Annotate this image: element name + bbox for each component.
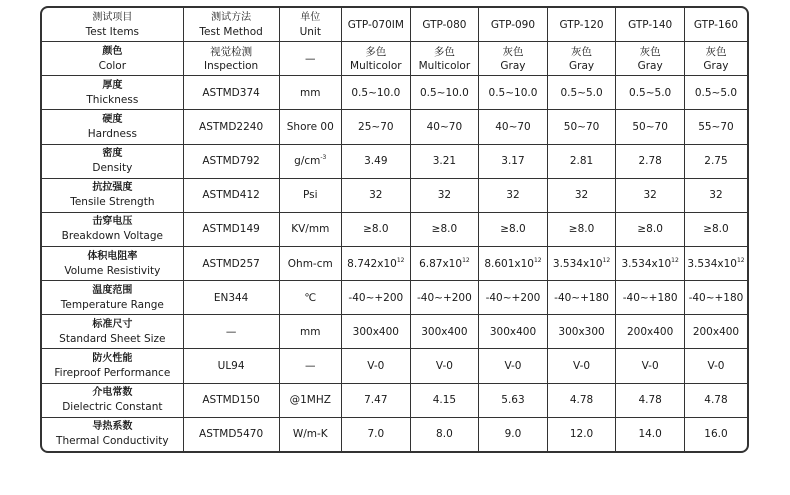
test-item-cn: 防火性能 [92,353,133,365]
value-cell: 32 [410,178,479,212]
unit-cell: — [279,42,342,76]
value-cell: 0.5~5.0 [616,76,685,110]
value-cell: 55~70 [684,110,747,144]
header-product: GTP-090 [479,8,548,42]
unit-cell: mm [279,76,342,110]
test-item-cn: 颜色 [102,45,123,57]
value-cell: V-0 [547,349,616,383]
value-cell: 0.5~10.0 [410,76,479,110]
test-method-cell: ASTMD257 [183,247,279,281]
header-unit-en: Unit [299,25,321,38]
test-item-cell [42,110,183,144]
test-method-cell: — [183,315,279,349]
value-cell: 3.17 [479,144,548,178]
header-items-en: Test Items [85,25,140,38]
value-cell: 300x400 [479,315,548,349]
header-product: GTP-140 [616,8,685,42]
value-base: 3.534x10 [621,257,672,270]
test-item-cell [42,144,183,178]
test-item-cn: 厚度 [102,79,123,91]
value-en: Multicolor [350,59,402,72]
value-cell: 0.5~10.0 [479,76,548,110]
test-item-cn: 密度 [102,148,123,160]
value-en: Gray [500,59,526,72]
test-method-en: Inspection [203,59,259,72]
test-item-en: Color [98,59,127,72]
value-cell: 5.63 [479,383,548,417]
value-cell: -40~+180 [547,281,616,315]
value-cn: 多色 [433,45,455,58]
value-cell: V-0 [684,349,747,383]
test-method-cn: 视觉检测 [210,45,253,58]
value-cell: 2.81 [547,144,616,178]
value-cell: V-0 [410,349,479,383]
test-item-cell [42,178,183,212]
value-cell: 0.5~10.0 [342,76,411,110]
value-cell [479,247,548,281]
unit-cell: Shore 00 [279,110,342,144]
value-cn: 多色 [365,45,387,58]
value-cell [547,42,616,76]
value-en: Gray [637,59,663,72]
test-item-cell [42,247,183,281]
table-row [42,349,747,383]
value-exponent: 12 [671,256,679,264]
header-unit [279,8,342,42]
value-cell: V-0 [342,349,411,383]
value-cell [616,42,685,76]
test-method-cell: UL94 [183,349,279,383]
value-cell: 40~70 [410,110,479,144]
table-row [42,417,747,451]
test-method-cell: ASTMD374 [183,76,279,110]
test-item-en: Standard Sheet Size [59,332,166,345]
header-test-items [42,8,183,42]
value-cn: 灰色 [705,45,727,58]
value-exponent: 12 [396,256,405,264]
value-base: 6.87x10 [419,257,463,270]
value-cn: 灰色 [502,45,524,58]
table-row [42,315,747,349]
value-cell: -40~+200 [479,281,548,315]
value-cell [616,247,685,281]
value-en: Gray [703,59,729,72]
value-exponent: 12 [533,256,542,264]
test-item-en: Temperature Range [60,298,164,311]
test-item-cn: 硬度 [102,113,123,125]
test-item-cell [42,383,183,417]
table-row [42,383,747,417]
unit-exponent: -3 [320,154,327,162]
unit-base: g/cm [294,155,321,168]
test-method-cell: ASTMD792 [183,144,279,178]
table-row [42,247,747,281]
test-item-en: Breakdown Voltage [61,230,163,243]
value-base: 8.742x10 [347,257,397,270]
test-item-cn: 击穿电压 [92,216,133,228]
test-item-en: Density [92,162,133,175]
value-cell: 2.78 [616,144,685,178]
header-product: GTP-120 [547,8,616,42]
test-method-cell: EN344 [183,281,279,315]
value-cell: V-0 [616,349,685,383]
test-item-cn: 导热系数 [92,421,133,433]
value-cell: 14.0 [616,417,685,451]
header-items-cn: 测试项目 [92,11,133,23]
test-method-cell: ASTMD412 [183,178,279,212]
value-cell: 12.0 [547,417,616,451]
test-item-cn: 抗拉强度 [92,182,133,194]
value-exponent: 12 [462,256,470,264]
table-row [42,178,747,212]
test-item-en: Volume Resistivity [64,264,161,277]
spec-table [42,8,747,451]
table-row [42,110,747,144]
value-cell: 3.49 [342,144,411,178]
unit-cell: ℃ [279,281,342,315]
value-cell: ≥8.0 [616,212,685,246]
value-exponent: 12 [602,256,611,264]
value-cell [410,247,479,281]
unit-cell: @1MHZ [279,383,342,417]
test-method-cell: ASTMD2240 [183,110,279,144]
test-item-cell [42,76,183,110]
value-cell: 9.0 [479,417,548,451]
value-cn: 灰色 [639,45,661,58]
test-item-en: Fireproof Performance [54,367,171,380]
header-method-cn: 测试方法 [211,11,252,23]
value-cell: -40~+200 [410,281,479,315]
table-row [42,281,747,315]
value-cell: ≥8.0 [479,212,548,246]
value-cell: 7.47 [342,383,411,417]
test-method-cell: ASTMD150 [183,383,279,417]
value-cell [684,247,747,281]
value-cell: 7.0 [342,417,411,451]
value-cell: ≥8.0 [342,212,411,246]
value-cell: ≥8.0 [547,212,616,246]
value-cell [479,42,548,76]
value-cell [684,42,747,76]
value-cell: 32 [684,178,747,212]
value-cell: 4.15 [410,383,479,417]
value-cell: 4.78 [547,383,616,417]
test-item-cn: 体积电阻率 [87,250,138,262]
value-cell: -40~+180 [684,281,747,315]
value-base: 3.534x10 [687,257,737,270]
unit-cell: Ohm-cm [279,247,342,281]
unit-cell: — [279,349,342,383]
value-cell: 4.78 [684,383,747,417]
value-cell: 50~70 [547,110,616,144]
unit-cell [279,144,342,178]
value-cell: 8.0 [410,417,479,451]
value-cell: ≥8.0 [684,212,747,246]
test-item-cn: 介电常数 [92,387,133,399]
value-cell [547,247,616,281]
test-item-cn: 温度范围 [92,284,133,296]
value-base: 8.601x10 [484,257,534,270]
header-unit-cn: 单位 [300,11,321,23]
spec-table-frame [40,6,749,453]
header-test-method [183,8,279,42]
unit-cell: KV/mm [279,212,342,246]
value-cn: 灰色 [571,45,593,58]
test-item-en: Thickness [86,93,139,106]
spec-table-body [42,8,747,451]
value-cell: 32 [479,178,548,212]
value-cell: 0.5~5.0 [547,76,616,110]
value-cell: 50~70 [616,110,685,144]
value-en: Multicolor [418,59,471,72]
header-method-en: Test Method [199,25,263,38]
value-cell: 0.5~5.0 [684,76,747,110]
value-cell: -40~+200 [342,281,411,315]
value-cell: 25~70 [342,110,411,144]
value-cell: 200x400 [616,315,685,349]
value-cell: 300x400 [342,315,411,349]
test-item-cell [42,417,183,451]
test-item-en: Thermal Conductivity [56,435,169,448]
unit-cell: Psi [279,178,342,212]
header-product: GTP-070IM [342,8,411,42]
test-item-cell [42,281,183,315]
unit-cell: W/m-K [279,417,342,451]
value-cell: 40~70 [479,110,548,144]
test-method-cell: ASTMD5470 [183,417,279,451]
value-cell: 32 [616,178,685,212]
value-cell: ≥8.0 [410,212,479,246]
test-item-cn: 标准尺寸 [92,318,133,330]
test-item-en: Hardness [87,127,137,140]
value-cell: 32 [342,178,411,212]
test-item-cell [42,212,183,246]
value-cell: 32 [547,178,616,212]
value-cell: 300x400 [410,315,479,349]
value-en: Gray [569,59,595,72]
header-product: GTP-080 [410,8,479,42]
value-cell [342,42,411,76]
value-cell: -40~+180 [616,281,685,315]
test-method-cell [183,42,279,76]
value-exponent: 12 [736,256,745,264]
unit-cell: mm [279,315,342,349]
value-cell [342,247,411,281]
table-row [42,212,747,246]
value-cell: 3.21 [410,144,479,178]
value-cell: 300x300 [547,315,616,349]
test-item-en: Tensile Strength [70,196,155,209]
table-row [42,76,747,110]
test-item-cell [42,349,183,383]
value-base: 3.534x10 [552,257,603,270]
test-item-cell [42,315,183,349]
test-item-cell [42,42,183,76]
value-cell: 200x400 [684,315,747,349]
value-cell [410,42,479,76]
test-method-cell: ASTMD149 [183,212,279,246]
value-cell: 16.0 [684,417,747,451]
table-row [42,42,747,76]
value-cell: V-0 [479,349,548,383]
value-cell: 4.78 [616,383,685,417]
table-row [42,144,747,178]
value-cell: 2.75 [684,144,747,178]
test-item-en: Dielectric Constant [62,401,163,414]
header-row [42,8,747,42]
header-product: GTP-160 [684,8,747,42]
